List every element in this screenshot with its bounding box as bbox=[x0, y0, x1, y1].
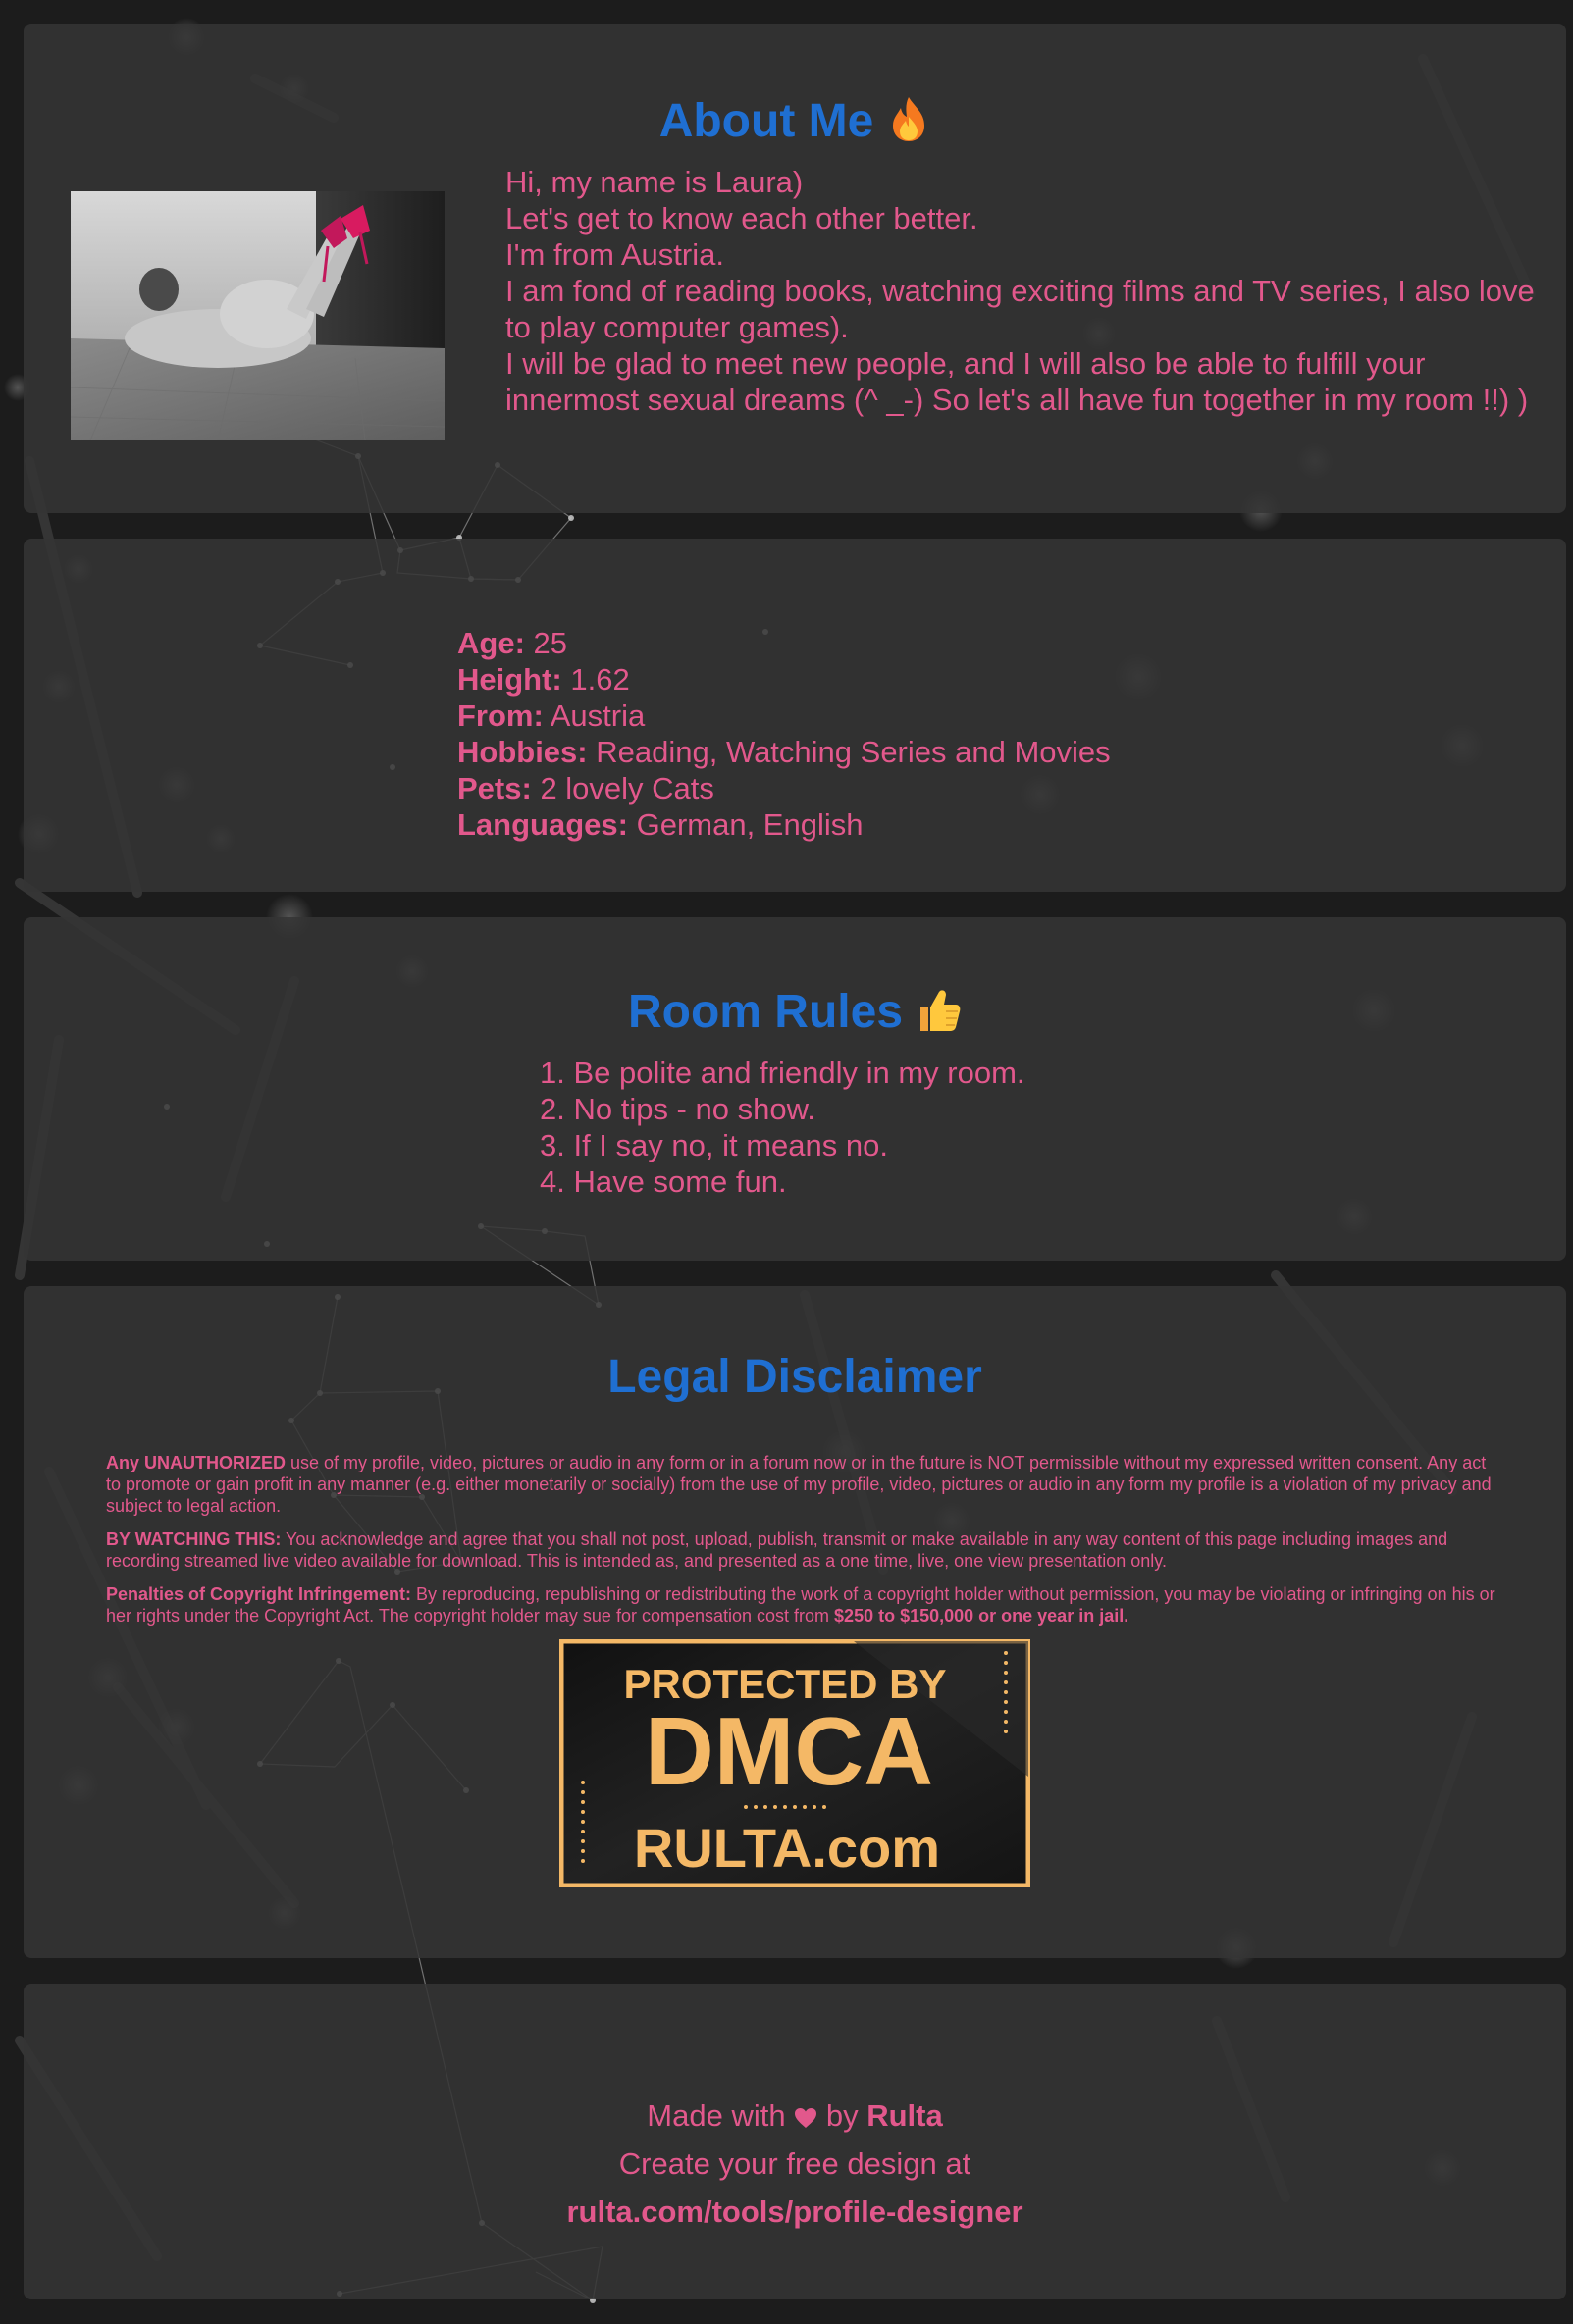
legal-paragraph-watching bbox=[106, 1528, 1499, 1572]
heart-icon bbox=[794, 2094, 817, 2143]
footer-author[interactable]: Rulta bbox=[866, 2098, 943, 2133]
about-heading-text: About Me bbox=[658, 95, 874, 147]
badge-line2: DMCA bbox=[645, 1697, 933, 1805]
about-heading bbox=[24, 94, 1566, 155]
stats-list bbox=[457, 625, 1111, 843]
footer-panel bbox=[24, 1984, 1566, 2299]
stat-value: German, English bbox=[636, 807, 864, 842]
stat-from bbox=[457, 697, 1111, 734]
stat-label: Pets: bbox=[457, 771, 532, 805]
legal-body: use of my profile, video, pictures or audio in any form or in a forum now or in the future is NOT permissible without my expressed written consent. Any act to promote or gain profit in any manner (e.g. either monetarily or socially) from the use of my profile, video, pictures or audio in any form my profile is a violation of my privacy and subject to legal action. bbox=[106, 1453, 1492, 1516]
stat-value: 25 bbox=[533, 626, 567, 660]
legal-bold: Any UNAUTHORIZED bbox=[106, 1453, 286, 1472]
stat-label: Languages: bbox=[457, 807, 628, 842]
legal-bold: Penalties of Copyright Infringement: bbox=[106, 1584, 412, 1604]
rules-heading bbox=[24, 985, 1566, 1046]
about-text bbox=[505, 164, 1546, 418]
stat-hobbies bbox=[457, 734, 1111, 770]
stat-height bbox=[457, 661, 1111, 697]
rule-item: 4. Have some fun. bbox=[540, 1164, 787, 1199]
legal-body: By reproducing, republishing or redistributing the work of a copyright holder without permission, you may be violating or infringing on his or her rights under the Copyright Act. The copyright holder may sue for compensation cost from bbox=[106, 1584, 1495, 1626]
footer-link[interactable]: rulta.com/tools/profile-designer bbox=[566, 2195, 1023, 2229]
stat-label: Age: bbox=[457, 626, 525, 660]
about-line: Hi, my name is Laura) bbox=[505, 165, 804, 199]
rules-list bbox=[540, 1055, 1025, 1200]
stat-value: Reading, Watching Series and Movies bbox=[596, 735, 1111, 769]
badge-line3: RULTA.com bbox=[633, 1817, 941, 1879]
stat-age bbox=[457, 625, 1111, 661]
legal-paragraph-penalties bbox=[106, 1583, 1499, 1627]
thumbs-up-icon bbox=[917, 988, 962, 1046]
legal-paragraph-unauthorized bbox=[106, 1452, 1499, 1517]
legal-heading: Legal Disclaimer bbox=[607, 1351, 982, 1403]
rules-panel bbox=[24, 917, 1566, 1261]
about-line: I'm from Austria. bbox=[505, 237, 724, 272]
about-line: I am fond of reading books, watching exciting films and TV series, I also love to play computer games). bbox=[505, 274, 1535, 344]
legal-bold: $250 to $150,000 or one year in jail. bbox=[834, 1606, 1129, 1626]
legal-body: You acknowledge and agree that you shall not post, upload, publish, transmit or make available in any way content of this page including images and recording streamed live video available for download. This is intended as, and presented as a one time, live, one view presentation only. bbox=[106, 1529, 1448, 1571]
legal-bold: BY WATCHING THIS: bbox=[106, 1529, 282, 1549]
stat-pets bbox=[457, 770, 1111, 806]
stat-value: Austria bbox=[550, 698, 646, 733]
legal-text bbox=[106, 1452, 1499, 1638]
stat-value: 1.62 bbox=[570, 662, 630, 697]
stat-label: Height: bbox=[457, 662, 562, 697]
footer-by-text: by bbox=[825, 2098, 859, 2133]
legal-panel bbox=[24, 1286, 1566, 1958]
dmca-badge[interactable] bbox=[559, 1639, 1030, 1887]
badge-line1: PROTECTED BY bbox=[623, 1661, 947, 1707]
stat-label: From: bbox=[457, 698, 544, 733]
fire-icon bbox=[887, 95, 930, 155]
footer-create-text: Create your free design at bbox=[618, 2146, 971, 2181]
about-line: Let's get to know each other better. bbox=[505, 201, 978, 235]
stats-panel bbox=[24, 539, 1566, 892]
stat-value: 2 lovely Cats bbox=[540, 771, 714, 805]
rule-item: 3. If I say no, it means no. bbox=[540, 1128, 888, 1162]
rule-item: 1. Be polite and friendly in my room. bbox=[540, 1056, 1025, 1090]
stat-languages bbox=[457, 806, 1111, 843]
footer-text bbox=[24, 2092, 1566, 2236]
footer-made-with-text: Made with bbox=[647, 2098, 786, 2133]
about-line: I will be glad to meet new people, and I will also be able to fulfill your innermost sexual dreams (^ _-) So let's all have fun together in my room !!) ) bbox=[505, 346, 1529, 417]
about-panel bbox=[24, 24, 1566, 513]
rules-heading-text: Room Rules bbox=[627, 986, 904, 1038]
stat-label: Hobbies: bbox=[457, 735, 588, 769]
footer-made-with bbox=[24, 2092, 1566, 2140]
rule-item: 2. No tips - no show. bbox=[540, 1092, 815, 1126]
profile-photo bbox=[71, 191, 445, 440]
